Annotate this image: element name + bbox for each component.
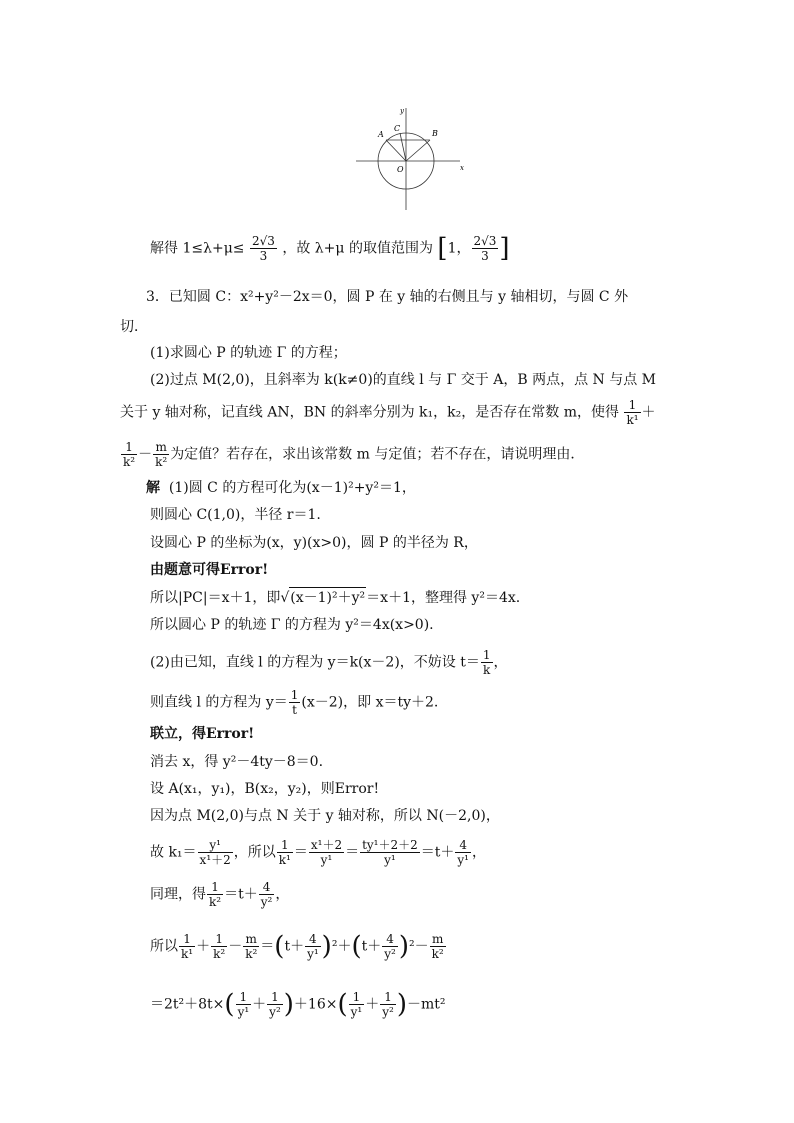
problem-3-part-2-line-2: 关于 y 轴对称，记直线 AN，BN 的斜率分别为 k₁，k₂，是否存在常数 m，使得 $\frac{1}{\text{k¹}}$ ＋: [120, 398, 656, 427]
solution-line: 所以圆心 P 的轨迹 Γ 的方程为 y²＝4x(x>0).: [150, 617, 434, 633]
solution-line: 所以 $\frac{1}{\text{k¹}}$ ＋ $\frac{1}{\text{k²}}$ － $\frac{m}{\text{k²}}$ ＝(t＋ $\frac{4}{\text{y¹}}$ )²＋(t＋ $\frac{4}{\text{y²}}$ )²－ $\frac{m}{\text{k²}}$: [150, 931, 444, 962]
solution-line: 则直线 l 的方程为 y＝ $\frac{1}{t}$ (x－2)，即 x＝ty＋2.: [150, 688, 439, 717]
label-y: y: [400, 107, 404, 115]
unit-circle-figure: [352, 104, 472, 212]
problem-3-part-1: (1)求圆心 P 的轨迹 Γ 的方程；: [150, 345, 347, 361]
label-c: C: [394, 124, 401, 133]
label-x: x: [460, 164, 464, 172]
segment-oa: [386, 140, 406, 161]
problem-3-line-1: 3．已知圆 C：x²+y²－2x＝0，圆 P 在 y 轴的右侧且与 y 轴相切，与圆 C 外: [146, 289, 629, 305]
range-result-line: 解得 1≤λ+μ≤ $\frac{2√3}{3}$ ，故 λ+μ 的取值范围为 [1， $\frac{2√3}{3}$ ]: [150, 233, 510, 264]
solution-line: 设圆心 P 的坐标为(x，y)(x>0)，圆 P 的半径为 R，: [150, 535, 478, 551]
solution-line: 联立，得Error!: [150, 726, 255, 742]
solution-part-1-line-1: 解 (1)圆 C 的方程可化为(x－1)²+y²＝1，: [146, 480, 416, 496]
solution-part-2-line-1: (2)由已知，直线 l 的方程为 y＝k(x－2)，不妨设 t＝ $\frac{1}{k}$ ，: [150, 648, 508, 677]
fraction: $\frac{2√3}{3}$: [251, 234, 275, 263]
solution-line: 所以|PC|＝x＋1，即√(x－1)²＋y²＝x＋1，整理得 y²＝4x.: [150, 587, 520, 608]
label-o: O: [397, 165, 404, 174]
solution-line: 故 k₁＝ $\frac{\text{y¹}}{\text{x¹＋2}}$ ，所以 $\frac{1}{\text{k¹}}$ ＝ $\frac{\text{x¹＋2}}{\text{y¹}}$ ＝ $\frac{\text{ty¹＋2＋2}}{\text{y¹}}$ ＝t＋ $\frac{4}{\text{y¹}}$ ，: [150, 838, 486, 867]
solution-line: 同理，得 $\frac{1}{\text{k²}}$ ＝t＋ $\frac{4}{\text{y²}}$ ，: [150, 880, 290, 909]
segment-ob: [406, 140, 430, 161]
problem-3-part-2-line-1: (2)过点 M(2,0)，且斜率为 k(k≠0)的直线 l 与 Γ 交于 A，B 两点，点 N 与点 M: [150, 372, 657, 388]
solution-line: ＝2t²＋8t×( $\frac{1}{\text{y¹}}$ ＋ $\frac{1}{\text{y²}}$ )＋16×( $\frac{1}{\text{y¹}}$ ＋ $\frac{1}{\text{y²}}$ )－mt²: [150, 989, 446, 1020]
problem-3-line-2: 切．: [120, 319, 148, 335]
segment-oc: [400, 133, 406, 161]
solution-line: 因为点 M(2,0)与点 N 关于 y 轴对称，所以 N(－2,0)，: [150, 808, 500, 824]
solution-line: 消去 x，得 y²－4ty－8＝0.: [150, 754, 324, 770]
solution-line: 设 A(x₁，y₁)，B(x₂，y₂)，则Error!: [150, 781, 380, 797]
solution-label: 解: [146, 480, 160, 496]
solution-line: 则圆心 C(1,0)，半径 r＝1.: [150, 507, 321, 523]
label-b: B: [432, 129, 438, 138]
label-a: A: [378, 130, 384, 139]
problem-3-part-2-line-3: $\frac{1}{\text{k²}}$ － $\frac{m}{\text{k²}}$ 为定值？若存在，求出该常数 m 与定值；若不存在，请说明理由．: [123, 440, 585, 469]
solution-line: 由题意可得Error!: [150, 562, 269, 578]
